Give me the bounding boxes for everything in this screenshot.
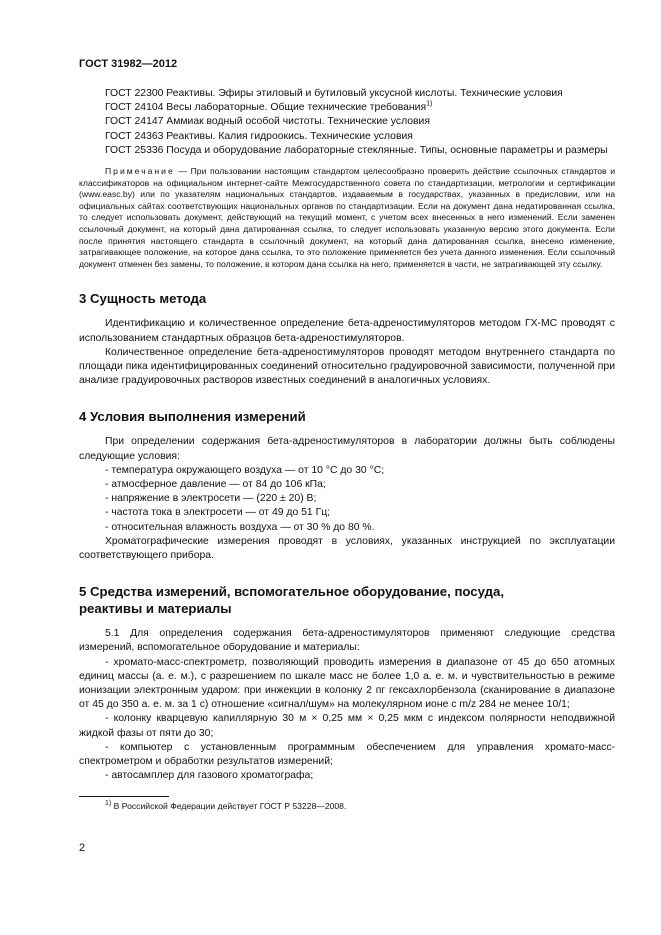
page-header: ГОСТ 31982—2012 [79,58,178,70]
ref-item: ГОСТ 25336 Посуда и оборудование лабораторные стеклянные. Типы, основные параметры и размеры [105,144,608,156]
paragraph: При определении содержания бета-адреностимуляторов в лаборатории должны быть соблюдены следующие условия: [79,436,615,462]
note-label: Примечание [105,166,175,177]
footnote-mark: 1) [426,100,433,108]
list-item: - напряжение в электросети — (220 ± 20) В; [105,493,317,505]
normative-references [79,87,615,158]
footnote-mark: 1) [105,800,112,808]
footnote-text: В Российской Федерации действует ГОСТ Р 53228—2008. [111,801,347,811]
list-item: - колонку кварцевую капиллярную 30 м × 0,25 мм × 0,25 мкм с индексом полярности неподвижной жидкой фазы от пяти до 30; [79,713,615,739]
ref-item: ГОСТ 22300 Реактивы. Эфиры этиловый и бутиловый уксусной кислоты. Технические условия [105,88,563,99]
footnote-divider [79,796,169,797]
list-item: - атмосферное давление — от 84 до 106 кПа; [105,478,326,490]
paragraph: Идентификацию и количественное определение бета-адреностимуляторов методом ГХ-МС проводят с использованием стандартных образцов бета-адреностимуляторов. [79,318,615,344]
section-4-title: 4 Условия выполнения измерений [79,409,306,425]
list-item: - хромато-масс-спектрометр, позволяющий проводить измерения в диапазоне от 45 до 650 атомных единиц массы (а. е. м.), с разрешением по шкале масс не более 1,0 а. е. м. и чувствительностью в режиме ионизации электронным ударом: при инжекции в колонку 2 пг гексахлорбензола (сканирование в диапазоне от 45 до 350 а. е. м. за 1 с) отношение «сигнал/шум» на молекулярном ионе с m/z 284 не менее 10/1; [79,656,615,711]
section-5-title: 5 Средства измерений, вспомогательное оборудование, посуда, реактивы и материалы [79,584,504,617]
paragraph: Хроматографические измерения проводят в условиях, указанных инструкцией по эксплуатации соответствующего прибора. [79,535,615,561]
footnote [105,801,346,812]
ref-item: ГОСТ 24147 Аммиак водный особой чистоты. Технические условия [105,116,430,128]
list-item: - автосамплер для газового хроматографа; [105,770,314,782]
list-item: - компьютер с установленным программным обеспечением для управления хромато-масс-спектрометром и обработки результатов измерений; [79,741,615,768]
ref-item: ГОСТ 24363 Реактивы. Калия гидроокись. Технические условия [105,130,413,142]
page-number: 2 [79,842,86,854]
list-item: - температура окружающего воздуха — от 10 °С до 30 °С; [105,464,385,476]
paragraph: 5.1 Для определения содержания бета-адреностимуляторов применяют следующие средства измерений, вспомогательное оборудование и материалы: [79,628,615,654]
ref-item: ГОСТ 24104 Весы лабораторные. Общие технические требования$^{1)}$ [105,100,433,114]
paragraph: Количественное определение бета-адреностимуляторов проводят методом внутреннего стандарта по площади пика идентифицированных соединений относительно градуировочной зависимости, полученной при анализе градуировочных растворов известных соединений в аналогичных условиях. [79,346,615,387]
list-item: - относительная влажность воздуха — от 30 % до 80 %. [105,521,375,533]
list-item: - частота тока в электросети — от 49 до 51 Гц; [105,507,331,519]
note-block [79,166,615,270]
note-text: — При пользовании настоящим стандартом целесообразно проверить действие ссылочных стандартов и классификаторов на официальном интернет-сайте Межгосударственного совета по стандартизации, метрологии и сертификации (www.easc.by) или по указателям национальных стандартов, издаваемым в государствах, указанных в предисловии, или на официальных сайтах соответствующих национальных органов по стандартизации. Если на документ дана недатированная ссылка, то следует использовать документ, действующий на текущий момент, с учетом всех внесенных в него изменений. Если заменен ссылочный документ, на который дана датированная ссылка, то следует использовать указанную версию этого документа. Если после принятия настоящего стандарта в ссылочный документ, на который дана датированная ссылка, внесено изменение, затрагивающее положение, на которое дана ссылка, то это положение применяется без учета данного изменения. Если ссылочный документ отменен без замены, то положение, в котором дана ссылка на него, применяется в части, не затрагивающей эту ссылку. [79,166,615,269]
section-3-title: 3 Сущность метода [79,291,207,307]
